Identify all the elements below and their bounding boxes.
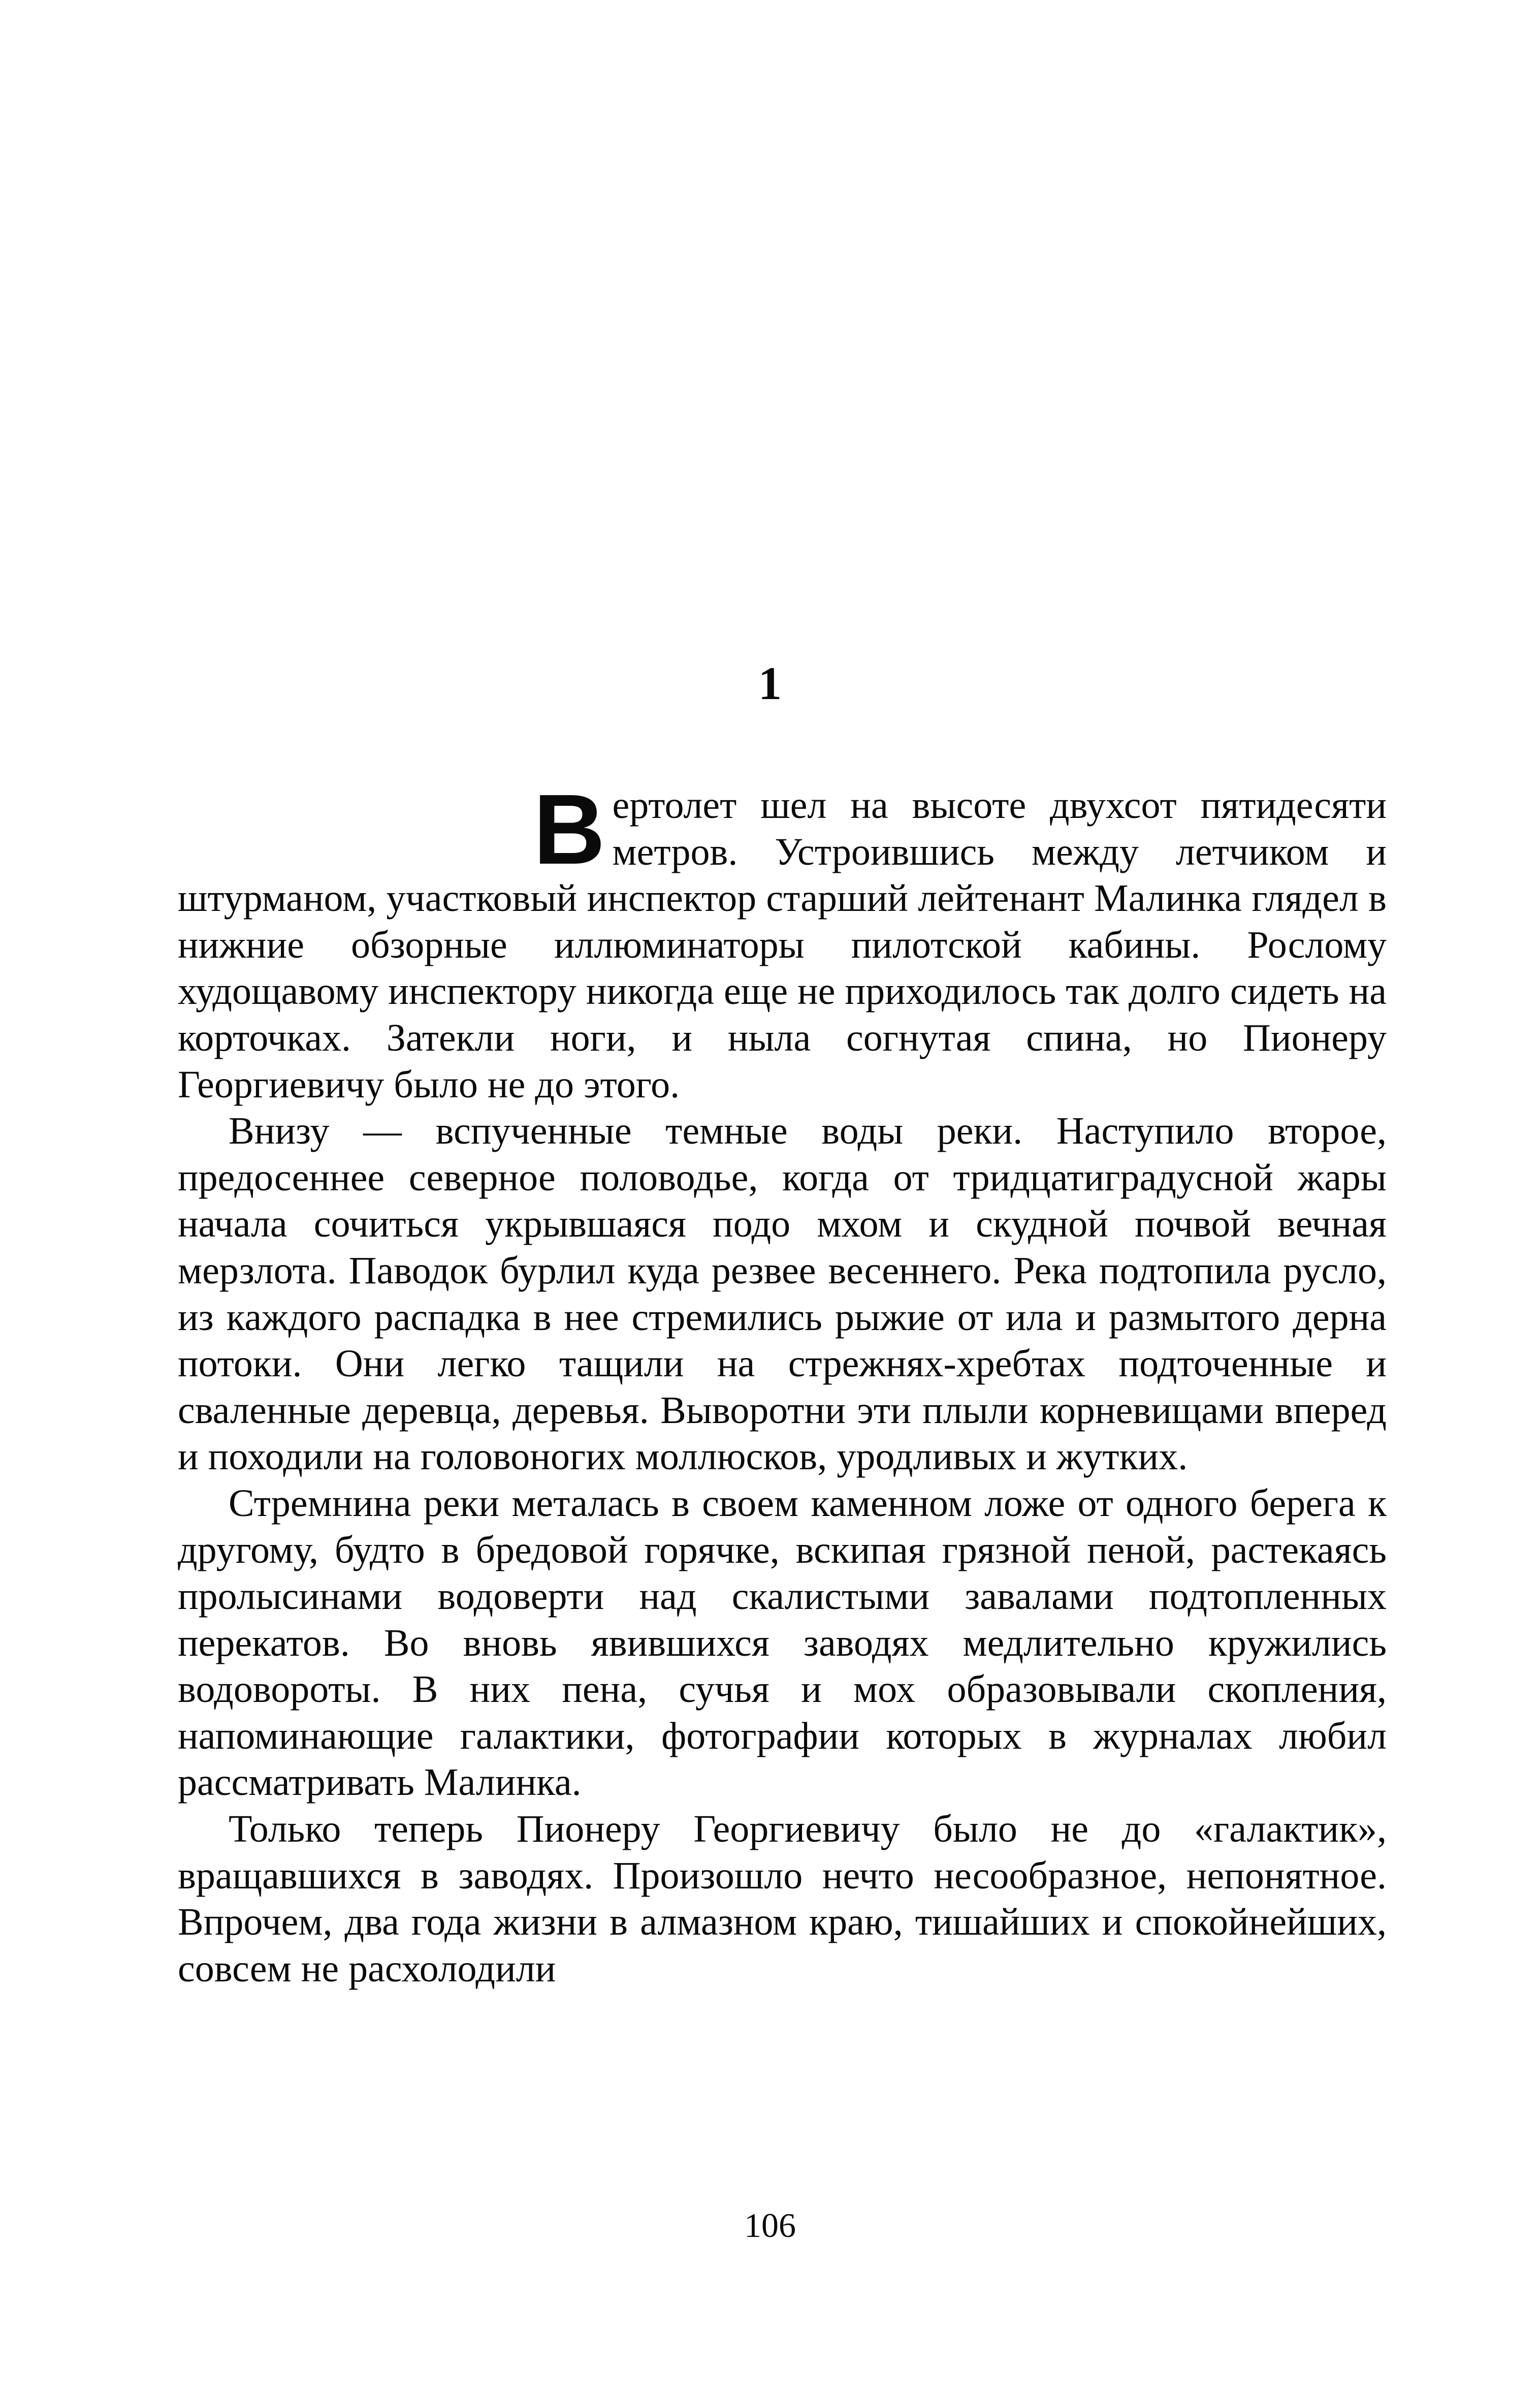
paragraph-1-text: ертолет шел на высоте двухсот пятидесяти метров. Устроившись между летчиком и штурманом, участковый инспектор старший лейтенант Малинка глядел в нижние обзорные иллюминаторы пилотской кабины. Рослому худощавому инспектору никогда еще не приходилось так долго сидеть на корточках. Затекли ноги, и ныла согнутая спина, но Пионеру Георгиевичу было не до этого. <box>178 784 1387 1106</box>
body-text <box>178 774 1387 1992</box>
paragraph-3: Стремнина реки металась в своем каменном ложе от одного берега к другому, будто в бредовой горячке, вскипая грязной пеной, растекаясь пролысинами водоверти над скалистыми завалами подтопленных перекатов. Во вновь явившихся заводях медлительно кружились водовороты. В них пена, сучья и мох образовывали скопления, напоминающие галактики, фотографии которых в журналах любил рассматривать Малинка. <box>178 1481 1387 1804</box>
paragraph-1 <box>178 774 1387 1108</box>
paragraph-4: Только теперь Пионеру Георгиевичу было не до «галактик», вращавшихся в заводях. Произошло нечто несообразное, непонятное. Впрочем, два года жизни в алмазном краю, тишайших и спокойнейших, совсем не расхолодили <box>178 1808 1387 1990</box>
chapter-number: 1 <box>758 657 782 709</box>
page-number: 106 <box>744 2206 796 2245</box>
drop-cap: В <box>533 774 605 885</box>
paragraph-2: Внизу — вспученные темные воды реки. Наступило второе, предосеннее северное половодье, когда от тридцатиградусной жары начала сочиться укрывшаяся подо мхом и скудной почвой вечная мерзлота. Паводок бурлил куда резвее весеннего. Река подтопила русло, из каждого распадка в нее стремились рыжие от ила и размытого дерна потоки. Они легко тащили на стрежнях-хребтах подточенные и сваленные деревца, деревья. Выворотни эти плыли корневищами вперед и походили на головоногих моллюсков, уродливых и жутких. <box>178 1110 1387 1478</box>
